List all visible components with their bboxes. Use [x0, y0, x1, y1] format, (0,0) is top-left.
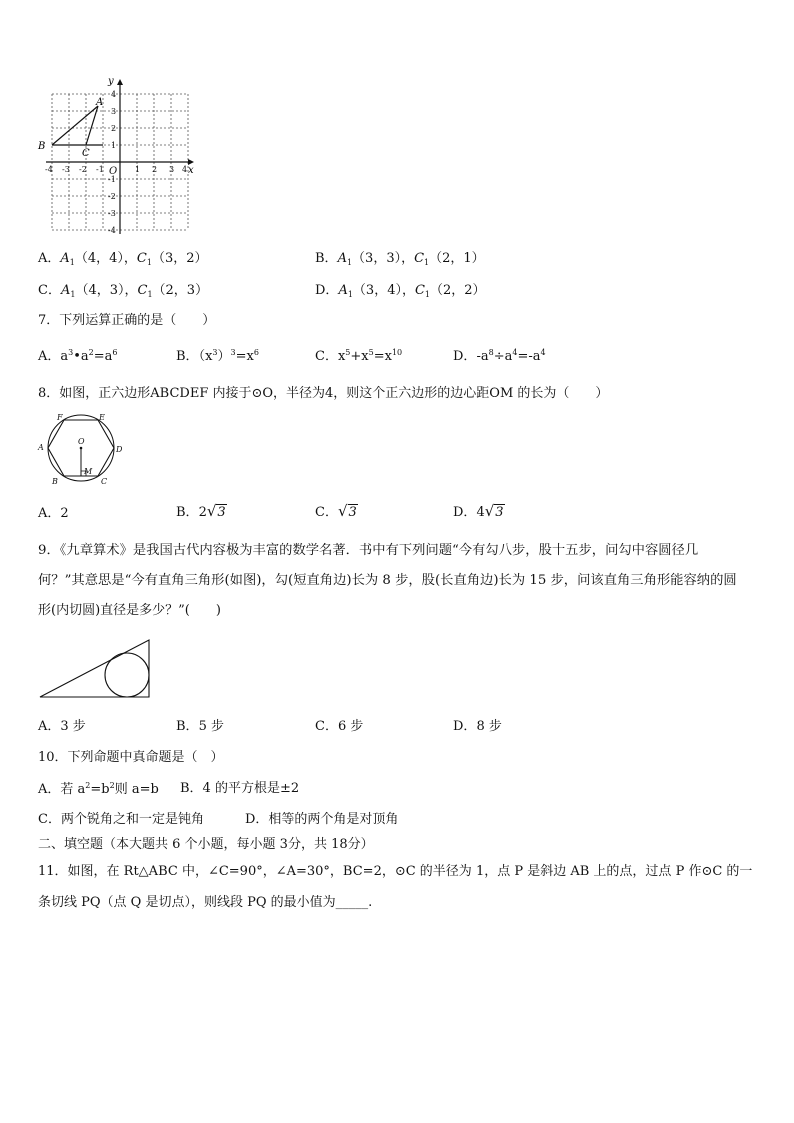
q8-option-c[interactable] — [315, 504, 358, 519]
term: =a — [93, 349, 113, 364]
term: （x — [198, 349, 213, 364]
q9-option-c[interactable] — [315, 720, 363, 733]
subscript: 1 — [347, 290, 353, 299]
q9-option-d[interactable] — [453, 720, 502, 733]
q9-line-1: 9．《九章算术》是我国古代内容极为丰富的数学名著．书中有下列问题“今有勾八步，股十五步，问勾中容圆径几 — [38, 543, 699, 558]
q7-option-a[interactable] — [38, 349, 118, 363]
y-tick-label: -2 — [108, 192, 116, 201]
q10-option-a[interactable] — [38, 782, 159, 796]
term: +x — [350, 349, 369, 364]
option-letter: D． — [315, 283, 339, 298]
subscript: 1 — [69, 258, 75, 267]
y-tick-label: 1 — [111, 141, 117, 150]
sqrt-symbol: √3 — [337, 502, 357, 520]
q8-stem: 8．如图，正六边形ABCDEF 内接于⊙O，半径为4，则这个正六边形的边心距OM 的长为（ ） — [38, 386, 609, 401]
right-triangle — [40, 640, 149, 697]
y-tick-label: 4 — [111, 90, 117, 99]
origin-label: O — [109, 166, 118, 177]
q7-stem: 7．下列运算正确的是（ ） — [38, 313, 216, 328]
coordinate: （3，3）， — [352, 251, 415, 266]
option-letter: D． — [453, 719, 477, 734]
section-heading: 二、填空题（本大题共 6 个小题，每小题 3分，共 18分） — [38, 837, 374, 852]
option-letter: C． — [315, 349, 338, 364]
point-a-label: A — [96, 97, 104, 108]
y-tick-label: 3 — [111, 107, 117, 116]
option-text: 6 步 — [337, 719, 364, 734]
term: =x — [235, 349, 254, 364]
term: ÷a — [493, 349, 513, 364]
subscript: 1 — [424, 290, 431, 299]
exponent: 8 — [488, 348, 494, 357]
x-tick-label: -3 — [62, 165, 70, 174]
q10-option-d[interactable]: D．相等的两个角是对顶角 — [245, 812, 399, 827]
q9-option-a[interactable] — [38, 720, 86, 733]
hexagon-circle-figure — [36, 412, 128, 492]
vertex-c-label: C — [101, 477, 108, 486]
q10-stem: 10．下列命题中真命题是（ ） — [38, 750, 224, 765]
option-letter: B． — [176, 349, 199, 364]
subscript: 1 — [146, 258, 152, 267]
x-tick-label: 3 — [169, 165, 175, 174]
q8-option-a[interactable] — [38, 507, 69, 520]
coordinate: （3，2） — [151, 251, 208, 266]
subscript: 1 — [70, 290, 76, 299]
q10-option-c[interactable]: C．两个锐角之和一定是钝角 — [38, 812, 204, 827]
point-b-label: B — [38, 141, 46, 152]
option-letter: A． — [38, 506, 61, 521]
option-text: =b — [90, 782, 110, 797]
coordinate: （2，2） — [430, 283, 486, 298]
vertex-f-label: F — [57, 413, 63, 422]
q6-option-b[interactable] — [315, 252, 485, 267]
term: =-a — [517, 349, 541, 364]
exponent: 2 — [85, 781, 91, 790]
option-letter: C． — [315, 719, 338, 734]
coordinate: （2，3） — [152, 283, 209, 298]
q6-option-a[interactable] — [38, 252, 208, 267]
vertex-e-label: E — [99, 413, 105, 422]
q6-option-d[interactable] — [315, 284, 486, 299]
vertex-d-label: D — [116, 445, 123, 454]
center-o-label: O — [78, 437, 85, 446]
q6-option-c[interactable] — [38, 284, 208, 299]
y-axis-label: y — [108, 76, 114, 87]
point-name: A — [60, 283, 71, 298]
exponent: 3 — [68, 348, 74, 357]
term: -a — [476, 349, 489, 364]
option-letter: C． — [315, 505, 338, 520]
option-text: 则 a=b — [114, 782, 159, 797]
q8-option-b[interactable] — [176, 504, 227, 519]
vertex-b-label: B — [52, 477, 58, 486]
exponent: 10 — [391, 348, 403, 357]
x-tick-label: 2 — [152, 165, 158, 174]
exponent: 5 — [368, 348, 374, 357]
subscript: 1 — [346, 258, 353, 267]
exponent: 2 — [109, 781, 115, 790]
point-name: C — [136, 251, 147, 266]
sqrt-symbol: √3 — [484, 502, 504, 520]
coefficient: 2 — [198, 505, 207, 520]
exponent: 5 — [345, 348, 351, 357]
inscribed-circle — [105, 653, 149, 697]
subscript: 1 — [147, 290, 153, 299]
exponent: 3 — [212, 348, 218, 357]
term: x — [337, 349, 346, 364]
q10-option-b[interactable]: B．4 的平方根是±2 — [180, 781, 300, 796]
q8-option-d[interactable] — [453, 504, 505, 519]
axes — [46, 82, 192, 234]
y-tick-label: -4 — [108, 226, 116, 234]
y-axis-arrow — [117, 79, 123, 85]
point-name: A — [337, 251, 347, 266]
coordinate: （3，4）， — [352, 283, 415, 298]
radicand: 3 — [217, 505, 226, 520]
q11-line-1: 11．如图，在 Rt△ABC 中，∠C=90°，∠A=30°，BC=2，⊙C 的半径为 1，点 P 是斜边 AB 上的点，过点 P 作⊙C 的一 — [38, 864, 753, 879]
x-tick-label: -2 — [79, 165, 87, 174]
option-letter: D． — [453, 349, 477, 364]
x-tick-label: -4 — [45, 165, 53, 174]
option-letter: A． — [38, 719, 61, 734]
exponent: 3 — [230, 348, 236, 357]
point-m-label: M — [84, 467, 93, 476]
q7-option-b[interactable] — [176, 349, 259, 363]
radicand: 3 — [495, 505, 504, 520]
term: a — [60, 349, 69, 364]
q9-line-3: 形(内切圆)直径是多少？”( ) — [38, 603, 221, 618]
y-tick-label: -1 — [108, 175, 116, 184]
option-letter: A． — [38, 251, 61, 266]
y-tick-label: -3 — [108, 209, 116, 218]
center-point — [80, 447, 83, 450]
option-letter: B． — [176, 505, 199, 520]
coordinate-grid-figure — [36, 76, 196, 234]
point-name: A — [338, 283, 348, 298]
x-axis-label: x — [188, 165, 194, 176]
exponent: 4 — [540, 348, 546, 357]
q7-option-c[interactable] — [315, 349, 402, 363]
option-letter: B． — [315, 251, 338, 266]
x-tick-label: 1 — [135, 165, 141, 174]
option-letter: D． — [453, 505, 477, 520]
triangle-abc — [52, 106, 103, 145]
sqrt-symbol: √3 — [206, 502, 226, 520]
exponent: 2 — [88, 348, 94, 357]
q9-line-2: 何？”其意思是“今有直角三角形(如图)，勾(短直角边)长为 8 步，股(长直角边)长为 15 步，问该直角三角形能容纳的圆 — [38, 573, 737, 588]
radicand: 3 — [348, 505, 357, 520]
point-c-label: C — [82, 148, 90, 159]
x-tick-label: 4 — [182, 165, 188, 174]
point-name: C — [137, 283, 148, 298]
option-text: 5 步 — [198, 719, 224, 734]
option-letter: B． — [176, 719, 199, 734]
exponent: 4 — [512, 348, 518, 357]
option-letter: A． — [38, 349, 61, 364]
term: =x — [373, 349, 392, 364]
y-tick-label: 2 — [111, 124, 117, 133]
vertex-a-label: A — [38, 443, 44, 452]
option-letter: C． — [38, 283, 61, 298]
point-name: C — [414, 251, 425, 266]
point-name: C — [414, 283, 425, 298]
coefficient: 4 — [476, 505, 485, 520]
q7-option-d[interactable] — [453, 349, 546, 363]
q11-line-2: 条切线 PQ（点 Q 是切点），则线段 PQ 的最小值为_____. — [38, 895, 373, 910]
exponent: 6 — [112, 348, 118, 357]
coordinate: （4，3）， — [75, 283, 138, 298]
term: •a — [73, 349, 89, 364]
coefficient: 2 — [60, 506, 69, 521]
x-tick-label: -1 — [96, 165, 104, 174]
exponent: 6 — [253, 348, 259, 357]
coordinate: （2，1） — [429, 251, 485, 266]
subscript: 1 — [424, 258, 430, 267]
option-text: 3 步 — [60, 719, 86, 734]
coordinate: （4，4）， — [74, 251, 137, 266]
right-triangle-incircle-figure — [38, 638, 154, 700]
q9-option-b[interactable] — [176, 720, 224, 733]
term: ） — [217, 349, 231, 364]
option-text: A．若 a — [38, 782, 86, 797]
point-name: A — [60, 251, 70, 266]
option-text: 8 步 — [476, 719, 502, 734]
